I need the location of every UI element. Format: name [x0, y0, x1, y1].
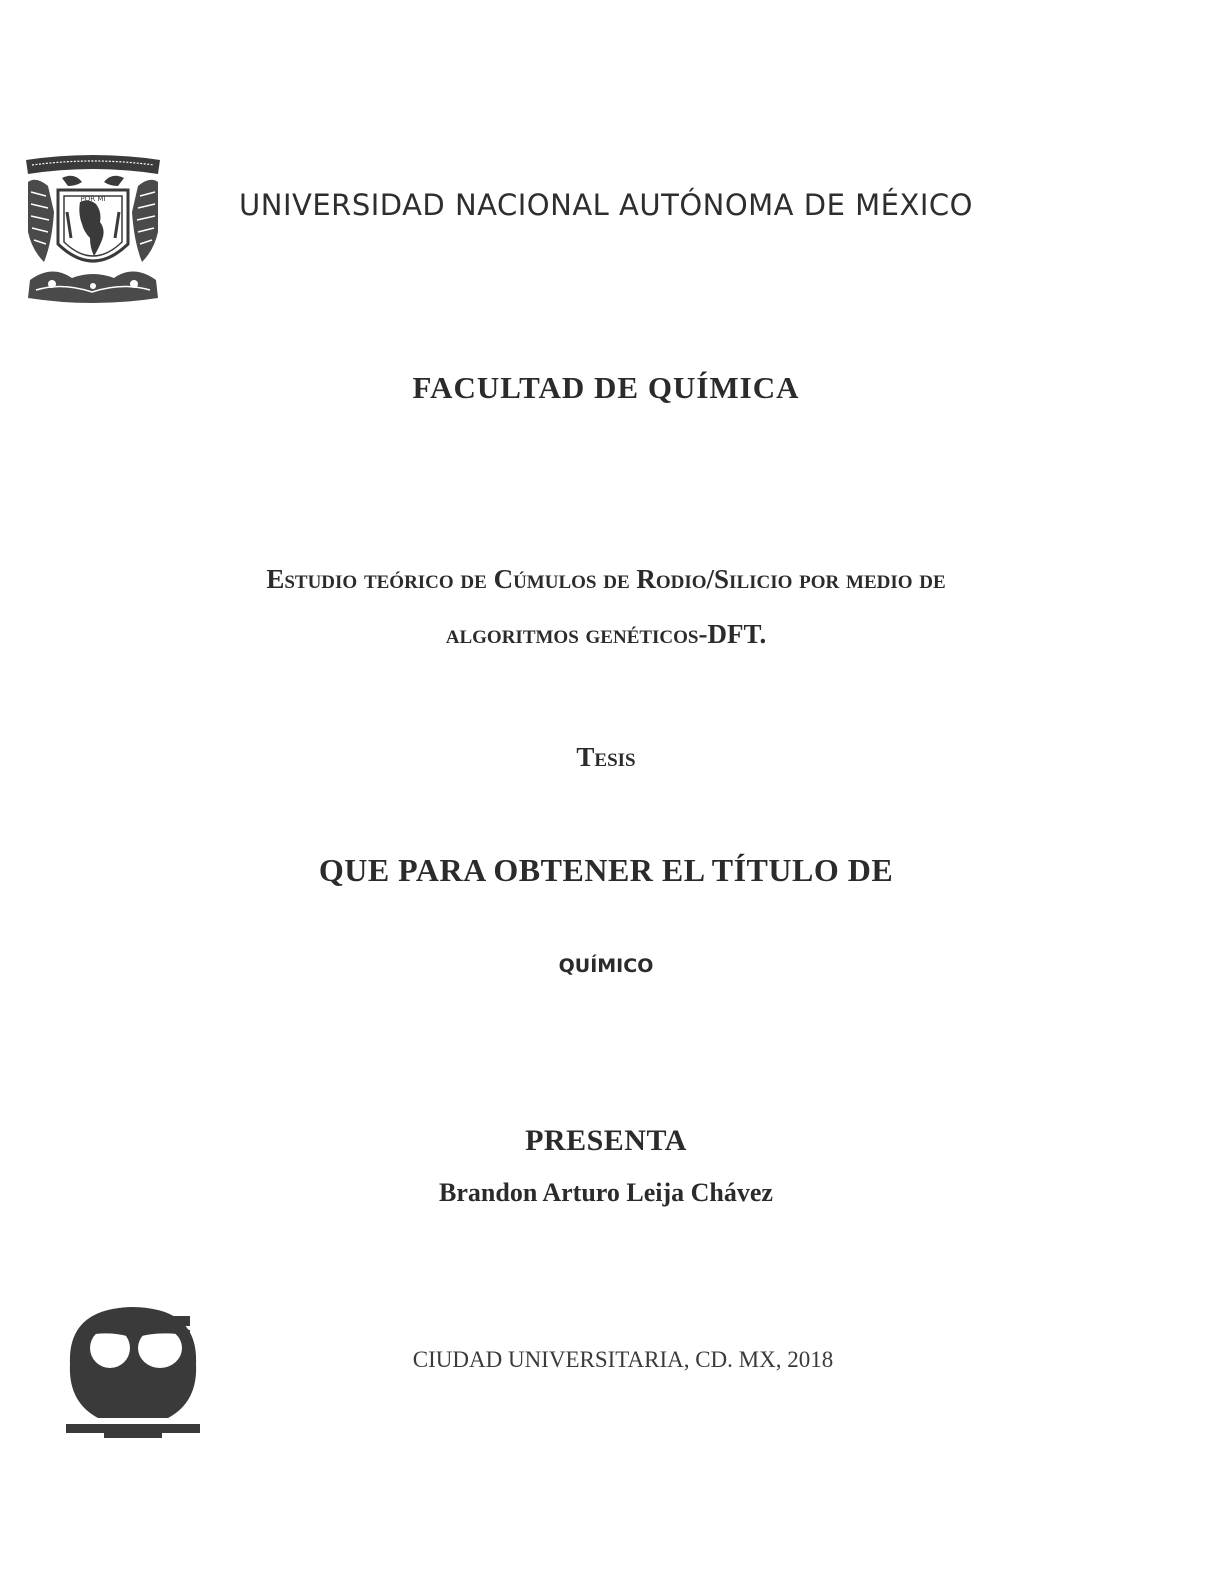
thesis-type-label: Tesis [576, 742, 636, 772]
faculty-name: FACULTAD DE QUÍMICA [412, 370, 800, 405]
degree-name: QUÍMICO [558, 955, 654, 977]
presenta-label: PRESENTA [525, 1124, 687, 1157]
svg-text:POR MI: POR MI [80, 195, 106, 203]
unam-seal-icon [22, 152, 164, 306]
thesis-title-line: Estudio teórico de Cúmulos de Rodio/Silicio por medio de [266, 564, 946, 594]
author-name: Brandon Arturo Leija Chávez [439, 1178, 773, 1207]
place-date: CIUDAD UNIVERSITARIA, CD. MX, 2018 [412, 1347, 834, 1372]
degree-intro: QUE PARA OBTENER EL TÍTULO DE [318, 852, 894, 888]
thesis-title-line: algoritmos genéticos-DFT. [445, 619, 767, 649]
university-name: UNIVERSIDAD NACIONAL AUTÓNOMA DE MÉXICO [239, 188, 973, 222]
thesis-title [110, 552, 1102, 662]
